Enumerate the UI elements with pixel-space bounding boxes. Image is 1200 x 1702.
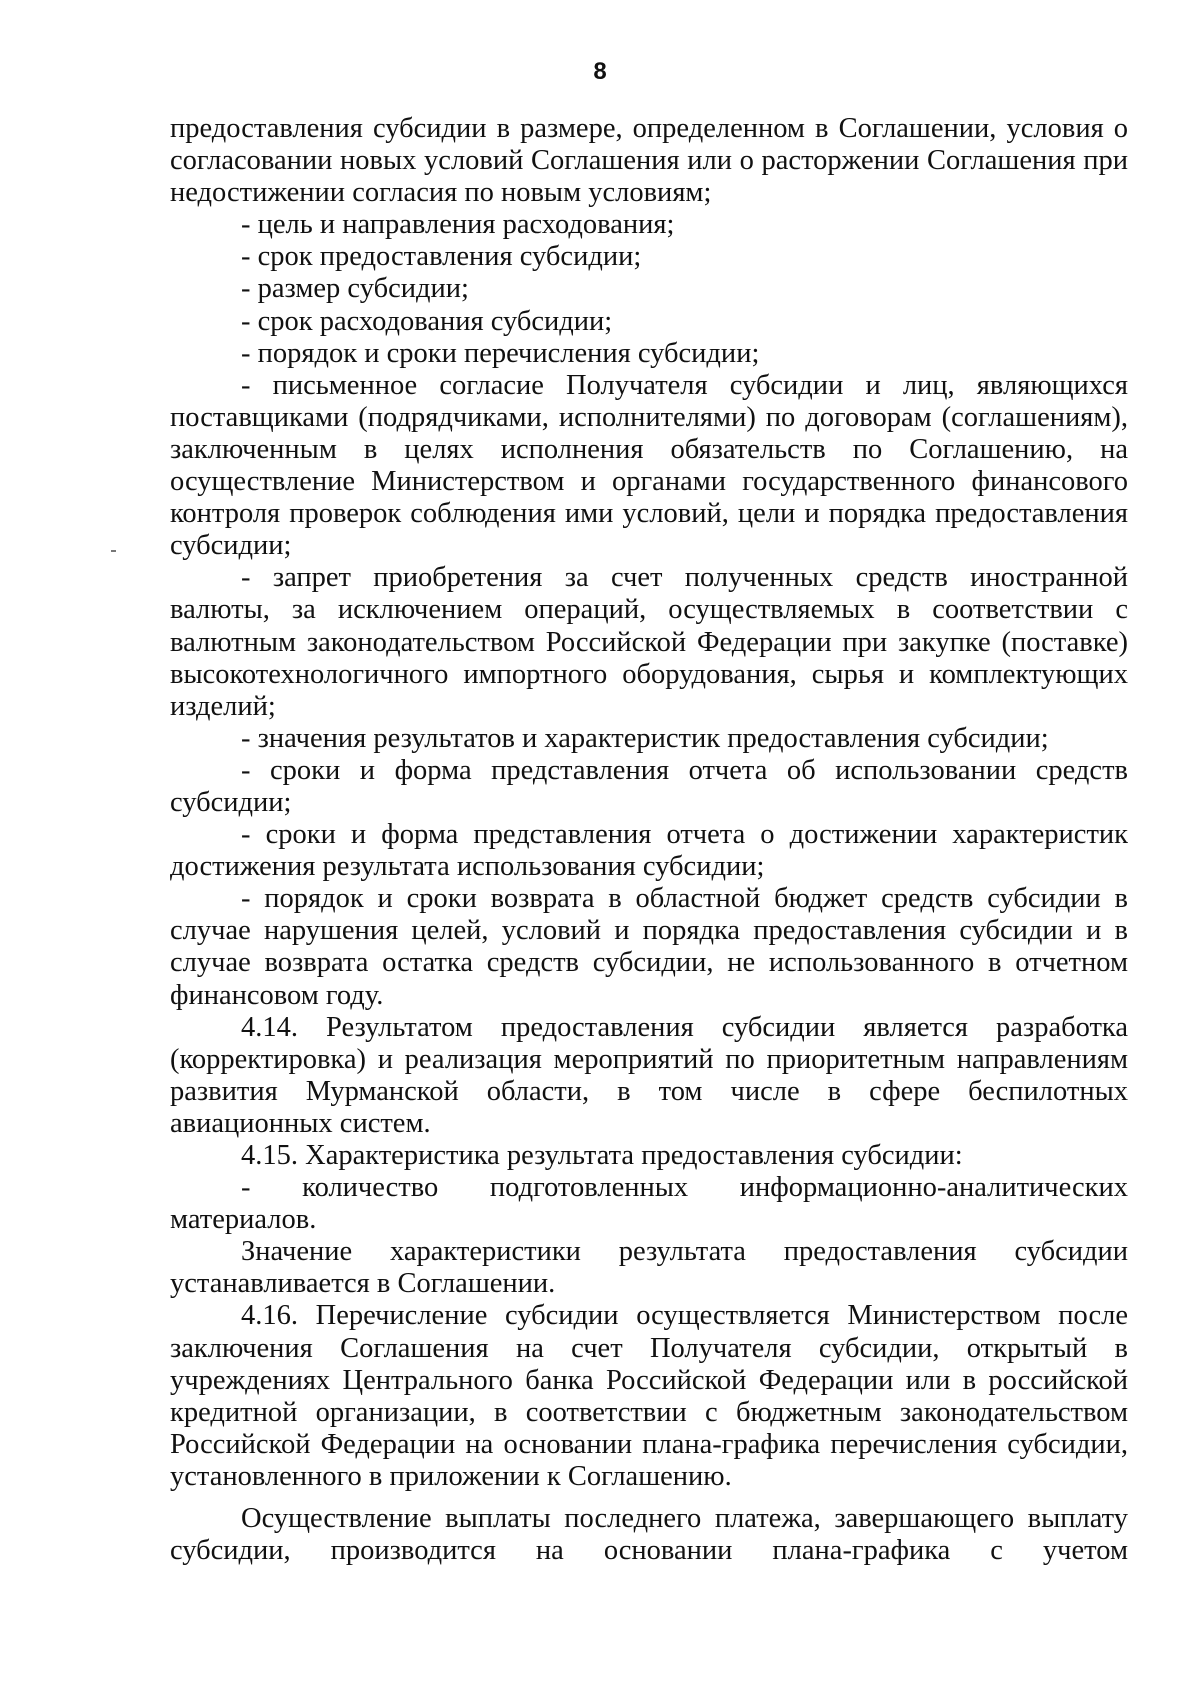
page-number: 8 (593, 58, 607, 85)
list-item-materials-count: - количество подготовленных информационно-аналитических материалов. (170, 1172, 1128, 1236)
list-item-term: - срок предоставления субсидии; (241, 241, 642, 273)
clause-4-16: 4.16. Перечисление субсидии осуществляется Министерством после заключения Соглашения на счет Получателя субсидии, открытый в учреждениях Центрального банка Российской Федерации или в российской кредитной организации, в соответствии с бюджетным законодательством Российской Федерации на основании плана-графика перечисления субсидии, установленного в приложении к Соглашению. (170, 1300, 1128, 1492)
paragraph-final-payment: Осуществление выплаты последнего платежа, завершающего выплату субсидии, производится на основании плана-графика с учетом (170, 1503, 1128, 1567)
list-item-currency-ban: - запрет приобретения за счет полученных средств иностранной валюты, за исключением операций, осуществляемых в соответствии с валютным законодательством Российской Федерации при закупке (поставке) высокотехнологичного импортного оборудования, сырья и комплектующих изделий; (170, 562, 1128, 722)
list-item-amount: - размер субсидии; (241, 273, 469, 305)
list-item-usage-report: - сроки и форма представления отчета об использовании средств субсидии; (170, 754, 1128, 818)
list-item-purpose: - цель и направления расходования; (241, 209, 675, 241)
list-item-achievement-report: - сроки и форма представления отчета о достижении характеристик достижения результата использования субсидии; (170, 819, 1128, 883)
list-item-written-consent: - письменное согласие Получателя субсидии и лиц, являющихся поставщиками (подрядчиками, исполнителями) по договорам (соглашениям), заключенным в целях исполнения обязательств по Соглашению, на осуществление Министерством и органами государственного финансового контроля проверок соблюдения ими условий, цели и порядка предоставления субсидии; (170, 369, 1128, 562)
list-item-spending-term: - срок расходования субсидии; (241, 305, 613, 337)
list-item-refund-order: - порядок и сроки возврата в областной бюджет средств субсидии в случае нарушения целей, условий и порядка предоставления субсидии и в случае возврата остатка средств субсидии, не использованного в отчетном финансовом году. (170, 883, 1128, 1011)
scan-speck (111, 550, 116, 552)
document-body (170, 113, 1128, 1567)
clause-4-14: 4.14. Результатом предоставления субсидии является разработка (корректировка) и реализация мероприятий по приоритетным направлениям развития Мурманской области, в том числе в сфере беспилотных авиационных систем. (170, 1011, 1128, 1139)
paragraph-characteristic-value: Значение характеристики результата предоставления субсидии устанавливается в Соглашении. (170, 1236, 1128, 1300)
clause-4-15: 4.15. Характеристика результата предоставления субсидии: (241, 1140, 963, 1171)
list-item-transfer-order: - порядок и сроки перечисления субсидии; (241, 337, 760, 369)
list-item-result-values: - значения результатов и характеристик предоставления субсидии; (241, 722, 1049, 754)
paragraph-intro-continued: предоставления субсидии в размере, определенном в Соглашении, условия о согласовании новых условий Соглашения или о расторжении Соглашения при недостижении согласия по новым условиям; (170, 113, 1128, 209)
